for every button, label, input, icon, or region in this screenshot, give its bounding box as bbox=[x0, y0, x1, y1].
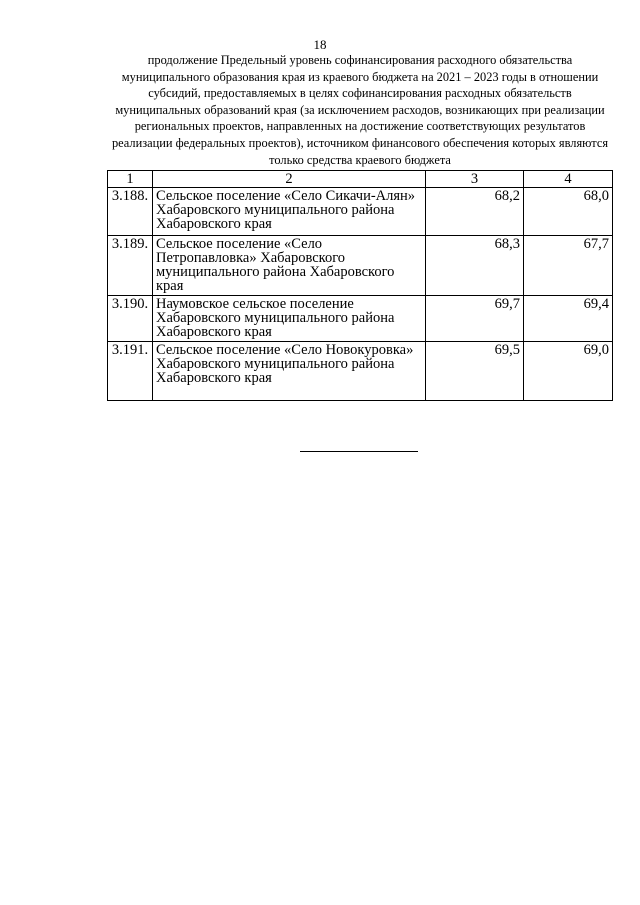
table-row bbox=[108, 236, 613, 296]
row-number: 3.189. bbox=[108, 236, 153, 296]
municipality-name: Сельское поселение «Село Петропавловка» Хабаровского муниципального района Хабаровского края bbox=[153, 236, 426, 296]
value-col-4: 69,4 bbox=[524, 296, 613, 342]
row-number: 3.188. bbox=[108, 188, 153, 236]
value-col-3: 68,2 bbox=[426, 188, 524, 236]
value-col-4: 68,0 bbox=[524, 188, 613, 236]
value-col-4: 67,7 bbox=[524, 236, 613, 296]
header-col-2: 2 bbox=[153, 171, 426, 188]
municipality-name: Сельское поселение «Село Новокуровка» Хабаровского муниципального района Хабаровского края bbox=[153, 342, 426, 401]
end-of-document-rule bbox=[300, 451, 418, 452]
row-number: 3.190. bbox=[108, 296, 153, 342]
page-number: 18 bbox=[313, 37, 327, 52]
table-row bbox=[108, 342, 613, 401]
document-heading: продолжение Предельный уровень софинансирования расходного обязательства муниципального образования края из краевого бюджета на 2021 – 2023 годы в отношении субсидий, предоставляемых в целях софинансирования расходных обязательств муниципальных образований края (за исключением расходов, возникающих при реализации региональных проектов, направленных на достижение соответствующих результатов реализации федеральных проектов), источником финансового обеспечения которых являются только средства краевого бюджета bbox=[111, 53, 609, 167]
value-col-3: 69,7 bbox=[426, 296, 524, 342]
table-row bbox=[108, 188, 613, 236]
value-col-3: 68,3 bbox=[426, 236, 524, 296]
header-col-4: 4 bbox=[524, 171, 613, 188]
value-col-4: 69,0 bbox=[524, 342, 613, 401]
value-col-3: 69,5 bbox=[426, 342, 524, 401]
header-col-1: 1 bbox=[108, 171, 153, 188]
header-col-3: 3 bbox=[426, 171, 524, 188]
table-header-row bbox=[108, 171, 613, 188]
row-number: 3.191. bbox=[108, 342, 153, 401]
table-row bbox=[108, 296, 613, 342]
subsidy-table bbox=[107, 170, 613, 401]
municipality-name: Наумовское сельское поселение Хабаровского муниципального района Хабаровского края bbox=[153, 296, 426, 342]
municipality-name: Сельское поселение «Село Сикачи-Алян» Хабаровского муниципального района Хабаровского края bbox=[153, 188, 426, 236]
